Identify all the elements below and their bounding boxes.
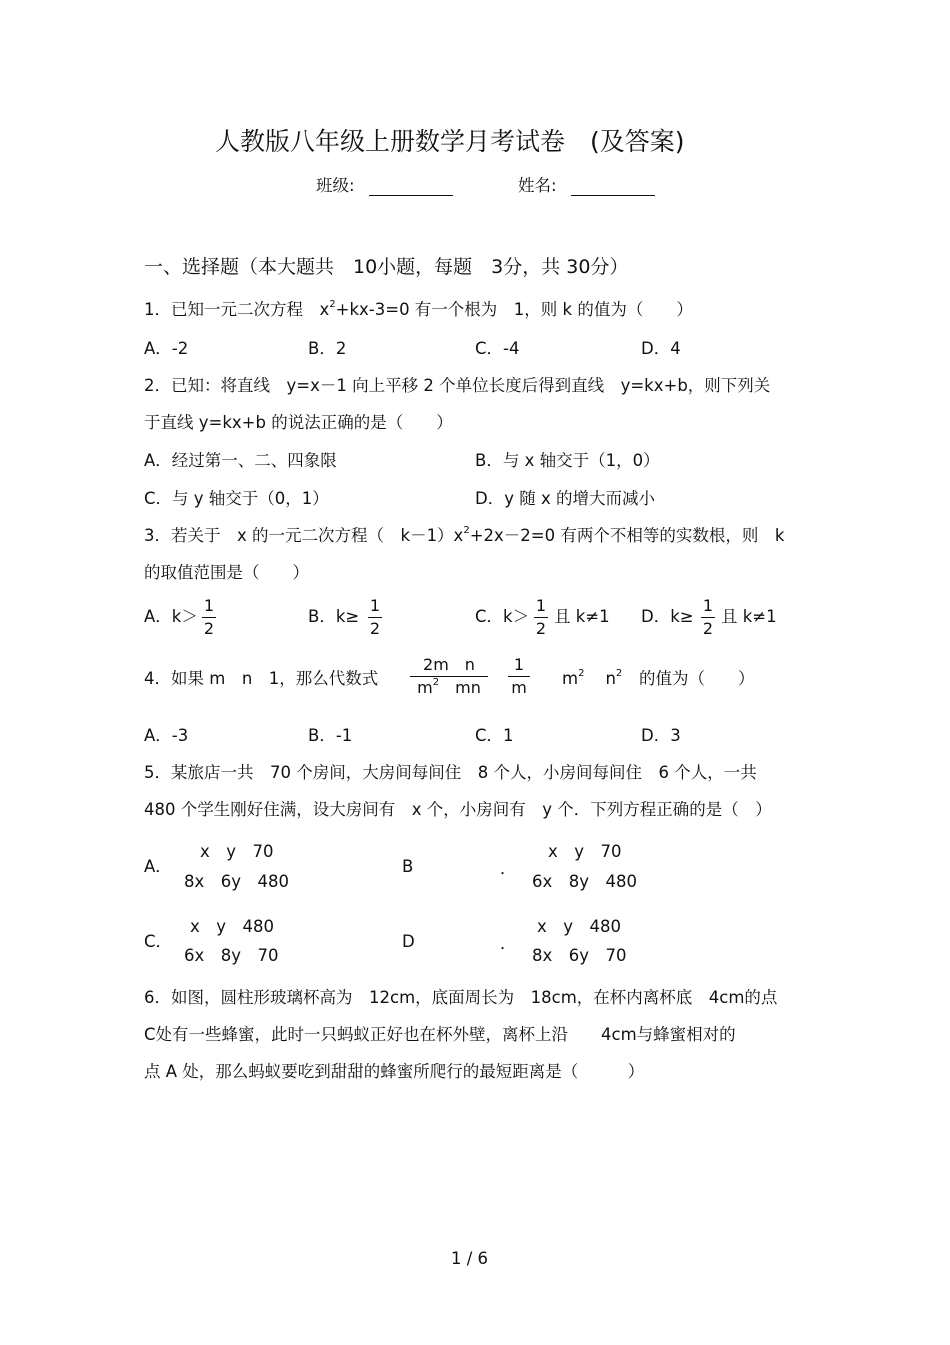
name-field	[518, 176, 655, 196]
q1-stem-a: 1．已知一元二次方程 x	[144, 300, 330, 319]
q4-option-a: A．-3	[144, 726, 189, 745]
q3-option-a-fraction	[202, 596, 216, 639]
q3-d-num: 1	[702, 596, 714, 615]
q4-stem: 4．如果 m n 1，那么代数式	[144, 669, 379, 688]
q3-option-c-pre: C．k＞	[475, 607, 530, 626]
q2-line2: 于直线 y=kx+b 的说法正确的是（ ）	[144, 413, 453, 432]
q3-option-c-fraction	[534, 596, 548, 639]
q4-frac2-num: 1	[513, 655, 525, 674]
q3-line1-a: 3．若关于 x 的一元二次方程（ k－1）x	[144, 526, 464, 545]
section-heading: 一、选择题（本大题共 10小题，每题 3分，共 30分）	[144, 256, 629, 278]
q1-option-d: D．4	[641, 339, 681, 358]
name-label: 姓名:	[518, 176, 557, 195]
class-label: 班级:	[316, 176, 355, 195]
q3-c-num: 1	[535, 596, 547, 615]
q5-option-d-row1: x y 480	[537, 917, 622, 936]
q1-stem-b: +kx-3=0 有一个根为 1，则 k 的值为（ ）	[335, 300, 693, 319]
q4-frac1-den-sup: 2	[432, 677, 440, 688]
q1-option-a: A．-2	[144, 339, 189, 358]
class-field	[316, 176, 453, 196]
q5-option-b-row2: 6x 8y 480	[532, 872, 638, 891]
q6-line2: C处有一些蜂蜜，此时一只蚂蚁正好也在杯外壁，离杯上沿 4cm与蜂蜜相对的	[144, 1025, 736, 1044]
q2-option-b: B．与 x 轴交于（1，0）	[475, 451, 660, 470]
q3-option-a-pre: A．k＞	[144, 607, 198, 626]
q2-option-d: D．y 随 x 的增大而减小	[475, 489, 655, 508]
q4-terms	[562, 669, 622, 692]
q3-option-c-post: 且 k≠1	[554, 607, 610, 626]
q4-option-b: B．-1	[308, 726, 353, 745]
q5-option-d-dot: ．	[500, 934, 517, 953]
q4-term-n: n	[605, 669, 616, 688]
q2-option-a: A．经过第一、二、四象限	[144, 451, 337, 470]
q4-frac1-den-b: mn	[439, 678, 481, 697]
q4-fraction-2	[508, 655, 530, 698]
q6-line3: 点 A 处，那么蚂蚁要吃到甜甜的蜂蜜所爬行的最短距离是（ ）	[144, 1062, 645, 1081]
q5-option-c-label: C．	[144, 932, 173, 951]
q4-term-m-sup: 2	[578, 668, 585, 679]
page-title: 人教版八年级上册数学月考试卷 (及答案)	[215, 127, 685, 156]
q1-sup: 2	[329, 299, 336, 310]
q4-frac2-den: m	[511, 678, 527, 697]
q5-option-b-dot: ．	[500, 859, 517, 878]
q4-frac1-den-a: m	[417, 678, 433, 697]
q5-option-d-label: D	[402, 932, 415, 951]
q5-option-b-label: B	[402, 857, 414, 876]
q6-line1: 6．如图，圆柱形玻璃杯高为 12cm，底面周长为 18cm，在杯内离杯底 4cm的点	[144, 988, 778, 1007]
q2-line1: 2．已知：将直线 y=x－1 向上平移 2 个单位长度后得到直线 y=kx+b，则下列关	[144, 376, 771, 395]
name-blank[interactable]	[571, 177, 655, 196]
q5-option-b-row1: x y 70	[548, 842, 622, 861]
q4-term-n-sup: 2	[615, 668, 623, 679]
q5-option-a-label: A．	[144, 857, 172, 876]
q3-option-b-pre: B．k≥	[308, 607, 360, 626]
q5-option-a-row1: x y 70	[200, 842, 274, 861]
q3-line1	[144, 526, 784, 549]
q5-option-d-row2: 8x 6y 70	[532, 946, 627, 965]
q3-c-den: 2	[535, 619, 547, 638]
q2-option-c: C．与 y 轴交于（0，1）	[144, 489, 329, 508]
page-number: 1 / 6	[451, 1249, 489, 1268]
q4-frac1-num: 2m n	[423, 655, 475, 674]
q5-option-a-row2: 8x 6y 480	[184, 872, 290, 891]
q3-option-b-fraction	[368, 596, 382, 639]
q3-d-den: 2	[702, 619, 714, 638]
q3-sup: 2	[463, 525, 470, 536]
q4-tail: 的值为（ ）	[639, 669, 755, 688]
q3-line2: 的取值范围是（ ）	[144, 563, 309, 582]
q5-line2: 480 个学生刚好住满，设大房间有 x 个，小房间有 y 个．下列方程正确的是（ ）	[144, 800, 772, 819]
q3-b-num: 1	[369, 596, 381, 615]
q4-fraction-1	[410, 655, 488, 701]
q3-option-d-post: 且 k≠1	[721, 607, 777, 626]
q3-option-d-fraction	[701, 596, 715, 639]
q5-option-c-row2: 6x 8y 70	[184, 946, 279, 965]
q3-b-den: 2	[369, 619, 381, 638]
q3-option-d-pre: D．k≥	[641, 607, 694, 626]
q4-option-c: C．1	[475, 726, 514, 745]
q3-a-den: 2	[203, 619, 215, 638]
q4-option-d: D．3	[641, 726, 681, 745]
q3-line1-b: +2x－2=0 有两个不相等的实数根，则 k	[469, 526, 785, 545]
q1-stem	[144, 300, 693, 323]
class-blank[interactable]	[369, 177, 453, 196]
q5-option-c-row1: x y 480	[190, 917, 275, 936]
q5-line1: 5．某旅店一共 70 个房间，大房间每间住 8 个人，小房间每间住 6 个人，一共	[144, 763, 757, 782]
q1-option-c: C．-4	[475, 339, 520, 358]
q4-frac1-den	[410, 678, 488, 701]
q1-option-b: B．2	[308, 339, 347, 358]
q4-term-m: m	[562, 669, 579, 688]
q3-a-num: 1	[203, 596, 215, 615]
